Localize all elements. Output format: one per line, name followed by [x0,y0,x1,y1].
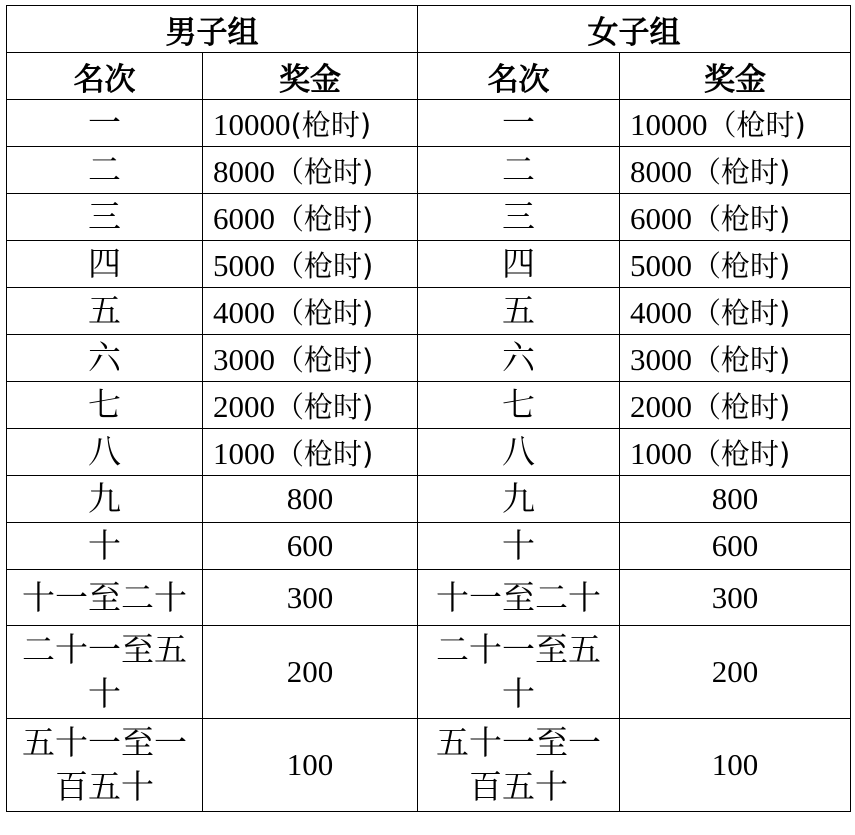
men-prize-cell [203,288,418,335]
men-rank-cell: 一 [7,100,203,147]
men-prize-cell: 800 [203,476,418,523]
women-prize-cell [620,147,851,194]
women-rank-cell: 八 [418,429,620,476]
women-rank-cell: 五 [418,288,620,335]
women-rank-cell: 一 [418,100,620,147]
table-row [7,719,851,812]
women-rank-cell: 二 [418,147,620,194]
women-prize-amount: 8000 [630,153,692,189]
women-prize-amount: 10000 [630,106,708,142]
men-prize-cell [203,382,418,429]
men-rank-cell: 二 [7,147,203,194]
women-prize-cell: 800 [620,476,851,523]
table-row [7,147,851,194]
table-row [7,429,851,476]
men-prize-amount: 3000 [213,341,275,377]
men-group-header: 男子组 [7,6,418,53]
men-prize-unit: （枪时) [275,201,374,236]
men-prize-amount: 8000 [213,153,275,189]
men-rank-cell: 六 [7,335,203,382]
table-row [7,570,851,626]
table-row [7,288,851,335]
table-row [7,382,851,429]
men-rank-cell [7,719,203,812]
men-rank-cell: 五 [7,288,203,335]
men-prize-cell [203,100,418,147]
men-rank-cell: 八 [7,429,203,476]
women-prize-cell [620,382,851,429]
men-prize-amount: 4000 [213,294,275,330]
men-rank-cell: 十一至二十 [7,570,203,626]
men-prize-cell: 200 [203,626,418,719]
prize-table [6,5,851,812]
women-prize-amount: 6000 [630,200,692,236]
men-rank-cell [7,626,203,719]
women-prize-amount: 5000 [630,247,692,283]
women-group-header: 女子组 [418,6,851,53]
women-prize-unit: （枪时) [692,154,791,189]
men-prize-amount: 2000 [213,388,275,424]
table-row [7,100,851,147]
table-row [7,476,851,523]
women-prize-unit: （枪时) [692,436,791,471]
men-rank-cell: 九 [7,476,203,523]
women-prize-amount: 2000 [630,388,692,424]
men-prize-unit: （枪时) [275,342,374,377]
women-prize-cell: 100 [620,719,851,812]
men-prize-header: 奖金 [203,53,418,100]
men-prize-amount: 1000 [213,435,275,471]
women-prize-cell: 300 [620,570,851,626]
women-rank-cell: 十一至二十 [418,570,620,626]
men-prize-cell: 600 [203,523,418,570]
men-prize-cell: 300 [203,570,418,626]
women-prize-cell: 200 [620,626,851,719]
men-prize-amount: 6000 [213,200,275,236]
men-prize-cell [203,194,418,241]
men-prize-amount: 5000 [213,247,275,283]
women-rank-cell [418,626,620,719]
women-rank-cell: 七 [418,382,620,429]
women-prize-unit: （枪时) [692,389,791,424]
men-rank-cell: 四 [7,241,203,288]
table-row [7,626,851,719]
women-rank-cell: 六 [418,335,620,382]
men-rank-header: 名次 [7,53,203,100]
women-prize-unit: （枪时) [692,201,791,236]
men-prize-cell [203,241,418,288]
men-rank-text: 五十一至一百五十 [22,723,187,806]
men-prize-amount: 10000 [213,106,291,142]
women-rank-cell: 九 [418,476,620,523]
column-header-row [7,53,851,100]
men-prize-unit: (枪时) [290,107,372,142]
women-rank-cell: 四 [418,241,620,288]
women-prize-cell [620,194,851,241]
women-prize-cell [620,429,851,476]
women-prize-cell: 600 [620,523,851,570]
women-prize-amount: 4000 [630,294,692,330]
men-prize-cell [203,335,418,382]
men-rank-cell: 十 [7,523,203,570]
table-row [7,194,851,241]
men-prize-unit: （枪时) [275,248,374,283]
women-rank-cell: 十 [418,523,620,570]
women-prize-cell [620,335,851,382]
women-rank-cell [418,719,620,812]
men-rank-text: 二十一至五十 [22,630,187,713]
group-header-row [7,6,851,53]
women-prize-amount: 1000 [630,435,692,471]
women-prize-cell [620,288,851,335]
women-prize-unit: （枪时) [692,248,791,283]
men-rank-cell: 七 [7,382,203,429]
men-prize-unit: （枪时) [275,295,374,330]
women-prize-unit: （枪时) [692,295,791,330]
table-row [7,335,851,382]
women-rank-text: 二十一至五十 [436,630,601,713]
women-prize-unit: （枪时) [692,342,791,377]
women-prize-amount: 3000 [630,341,692,377]
table-row [7,241,851,288]
men-prize-unit: （枪时) [275,436,374,471]
men-prize-cell: 100 [203,719,418,812]
men-prize-cell [203,147,418,194]
table-row [7,523,851,570]
men-prize-cell [203,429,418,476]
men-prize-unit: （枪时) [275,389,374,424]
men-rank-cell: 三 [7,194,203,241]
men-prize-unit: （枪时) [275,154,374,189]
women-rank-header: 名次 [418,53,620,100]
women-rank-cell: 三 [418,194,620,241]
women-prize-cell [620,241,851,288]
women-prize-unit: （枪时) [707,107,806,142]
women-prize-header: 奖金 [620,53,851,100]
women-prize-cell [620,100,851,147]
women-rank-text: 五十一至一百五十 [436,723,601,806]
